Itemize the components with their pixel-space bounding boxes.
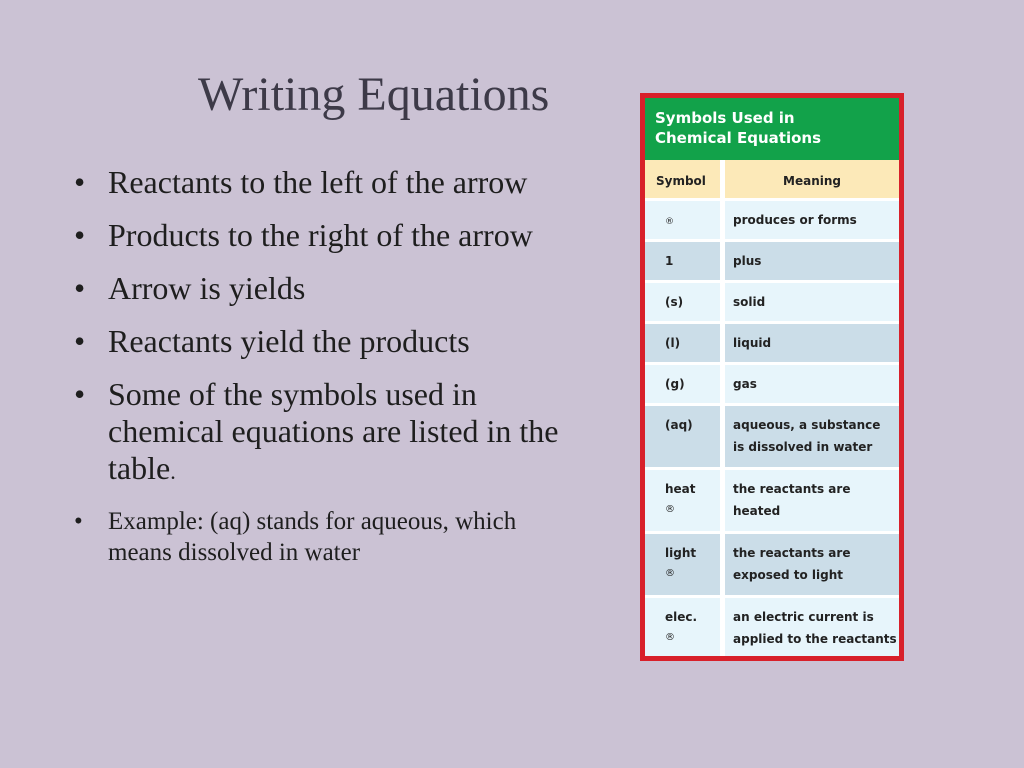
bullet-marker: • [74, 164, 86, 200]
symbol-cell [645, 201, 725, 239]
bullet-marker: • [74, 270, 86, 306]
table-row [645, 598, 899, 656]
slide-title: Writing Equations [198, 68, 550, 121]
table-row [645, 470, 899, 534]
symbol-cell: (l) [645, 324, 725, 362]
table-row [645, 283, 899, 324]
table-title-line: Symbols Used in [655, 109, 795, 127]
table-row [645, 242, 899, 283]
symbol-cell: 1 [645, 242, 725, 280]
table-row [645, 534, 899, 598]
symbol-label: light [665, 546, 697, 560]
table-grid [645, 160, 899, 656]
table-row [645, 201, 899, 242]
meaning-cell: liquid [733, 336, 772, 350]
symbol-cell: (g) [645, 365, 725, 403]
bullet-item [70, 270, 560, 307]
symbols-table [645, 98, 899, 656]
bullet-item [70, 217, 560, 254]
bullet-marker: • [74, 376, 86, 412]
bullet-text: Arrow is yields [108, 270, 306, 306]
bullet-item [70, 506, 560, 568]
table-title-line: Chemical Equations [655, 129, 822, 147]
table-row [645, 324, 899, 365]
meaning-cell [725, 534, 899, 595]
meaning-cell: gas [733, 377, 757, 391]
meaning-line: the reactants are [733, 546, 851, 560]
meaning-line: is dissolved in water [733, 440, 873, 454]
bullet-list [70, 164, 560, 584]
meaning-line: aqueous, a substance [733, 418, 881, 432]
symbol-cell [645, 598, 725, 656]
arrow-icon: ® [665, 632, 675, 643]
bullet-marker: • [74, 323, 86, 359]
table-row [645, 406, 899, 470]
bullet-text: Products to the right of the arrow [108, 217, 533, 253]
bullet-text: Reactants to the left of the arrow [108, 164, 528, 200]
symbol-cell: (s) [645, 283, 725, 321]
table-row [645, 365, 899, 406]
column-header-symbol: Symbol [645, 160, 725, 198]
meaning-cell: the reactants are heated [733, 482, 851, 518]
table-header-row [645, 160, 899, 201]
arrow-icon: ® [665, 504, 675, 515]
meaning-cell: produces or forms [733, 213, 857, 227]
bullet-marker: • [74, 217, 86, 253]
meaning-line: exposed to light [733, 568, 844, 582]
bullet-marker: • [74, 508, 83, 535]
bullet-item [70, 164, 560, 201]
meaning-cell [725, 598, 899, 656]
symbols-table-figure [640, 93, 904, 661]
meaning-line: an electric current is [733, 610, 874, 624]
symbol-cell [645, 534, 725, 595]
bullet-text: Example: (aq) stands for aqueous, which means dissolved in water [108, 508, 517, 566]
arrow-icon: ® [665, 217, 674, 227]
symbol-label: heat [665, 482, 696, 496]
bullet-period: . [170, 459, 176, 484]
arrow-icon: ® [665, 568, 675, 579]
bullet-item [70, 323, 560, 360]
bullet-item [70, 376, 560, 490]
meaning-line: applied to the reactants [733, 632, 897, 646]
bullet-text: Reactants yield the products [108, 323, 470, 359]
meaning-cell: solid [733, 295, 766, 309]
symbol-label: elec. [665, 610, 698, 624]
symbol-cell: (aq) [645, 406, 725, 467]
meaning-cell: plus [733, 254, 762, 268]
bullet-text: Some of the symbols used in chemical equations are listed in the table [108, 376, 559, 486]
meaning-cell [725, 406, 899, 467]
column-header-meaning: Meaning [783, 174, 841, 188]
table-title [645, 98, 899, 160]
symbol-cell [645, 470, 725, 531]
